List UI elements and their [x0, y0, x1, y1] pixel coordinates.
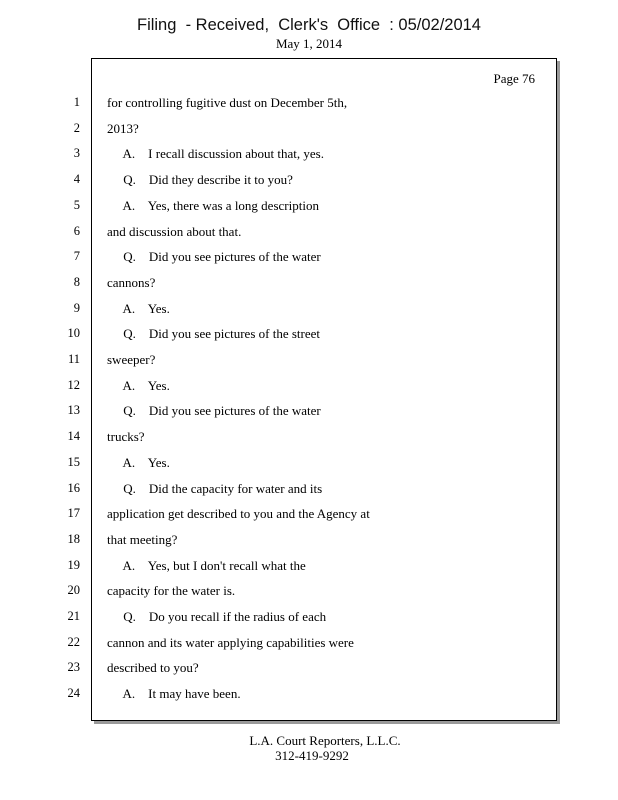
line-number: 23: [67, 660, 80, 674]
line-text: Q. Did you see pictures of the water: [107, 249, 321, 264]
line-number: 7: [73, 249, 80, 263]
line-number: 3: [73, 146, 80, 160]
line-text: cannon and its water applying capabilities were: [107, 635, 354, 650]
line-text: that meeting?: [107, 532, 178, 547]
line-number: 8: [73, 275, 80, 289]
line-number: 12: [67, 378, 80, 392]
line-number: 1: [73, 95, 80, 109]
line-text: sweeper?: [107, 352, 156, 367]
line-number: 18: [67, 532, 80, 546]
line-text: A. Yes.: [107, 455, 170, 470]
line-number: 4: [73, 172, 80, 186]
line-text: A. Yes, there was a long description: [107, 198, 319, 213]
line-text: A. I recall discussion about that, yes.: [107, 146, 324, 161]
line-number: 21: [67, 609, 80, 623]
line-number: 24: [67, 686, 80, 700]
line-text: Q. Did the capacity for water and its: [107, 481, 323, 496]
line-number: 19: [67, 558, 80, 572]
line-number: 13: [67, 403, 80, 417]
line-text: trucks?: [107, 429, 145, 444]
line-text: for controlling fugitive dust on December 5th,: [107, 95, 348, 110]
line-number: 14: [67, 429, 80, 443]
line-text: A. Yes.: [107, 301, 170, 316]
line-text: 2013?: [107, 121, 139, 136]
line-number: 15: [67, 455, 80, 469]
line-number: 22: [67, 635, 80, 649]
line-text: described to you?: [107, 660, 199, 675]
line-text: Q. Did they describe it to you?: [107, 172, 293, 187]
court-reporter-name: L.A. Court Reporters, L.L.C.: [249, 733, 401, 748]
line-number: 10: [67, 326, 80, 340]
line-text: A. Yes.: [107, 378, 170, 393]
line-text: Q. Did you see pictures of the street: [107, 326, 321, 341]
line-number: 16: [67, 481, 80, 495]
line-text: A. Yes, but I don't recall what the: [107, 558, 306, 573]
line-text: A. It may have been.: [107, 686, 241, 701]
transcript-date: May 1, 2014: [275, 36, 343, 51]
filing-stamp: Filing - Received, Clerk's Office : 05/02/2014: [136, 16, 481, 34]
line-number: 2: [73, 121, 80, 135]
line-number: 6: [73, 224, 80, 238]
page-number: Page 76: [493, 71, 535, 86]
line-text: Q. Did you see pictures of the water: [107, 403, 321, 418]
line-number: 11: [67, 352, 80, 366]
line-number: 20: [67, 583, 80, 597]
line-text: application get described to you and the Agency at: [107, 506, 370, 521]
line-number: 17: [67, 506, 80, 520]
line-number: 5: [73, 198, 80, 212]
line-text: and discussion about that.: [107, 224, 242, 239]
line-text: Q. Do you recall if the radius of each: [107, 609, 327, 624]
line-text: capacity for the water is.: [107, 583, 236, 598]
line-number: 9: [73, 301, 80, 315]
court-reporter-phone: 312-419-9292: [275, 748, 349, 763]
line-text: cannons?: [107, 275, 156, 290]
